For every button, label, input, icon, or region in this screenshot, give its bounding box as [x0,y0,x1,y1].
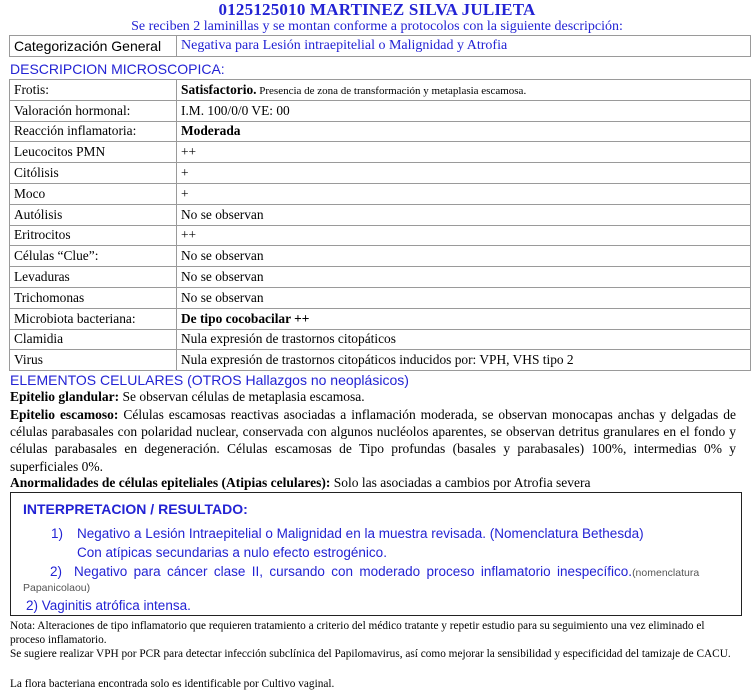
glandular-text: Se observan células de metaplasia escamosa. [119,389,365,404]
abnormal-label: Anormalidades de células epiteliales (Atipias celulares): [10,475,331,490]
table-row [10,308,751,329]
result-item-2-note-2: Papanicolaou) [23,582,91,594]
microscopic-heading: DESCRIPCION MICROSCOPICA: [10,61,225,77]
result-item-1-text: Negativo a Lesión Intraepitelial o Malignidad en la muestra revisada. (Nomenclatura Bethesda) [77,526,644,541]
row-value: No se observan [177,287,751,308]
row-value: I.M. 100/0/0 VE: 00 [177,100,751,121]
abnormal-paragraph [10,474,736,491]
table-row [10,163,751,184]
interpretation-heading: INTERPRETACION / RESULTADO: [23,501,248,517]
row-label: Células “Clue”: [10,246,177,267]
result-item-1-line-2: Con atípicas secundarias a nulo efecto estrogénico. [77,545,387,560]
general-category-table [9,35,751,57]
report-subtitle: Se reciben 2 laminillas y se montan conforme a protocolos con la siguiente descripción: [131,19,623,34]
table-row [10,142,751,163]
row-value: No se observan [177,267,751,288]
row-value: Moderada [177,121,751,142]
squamous-text: Células escamosas reactivas asociadas a inflamación moderada, se observan monocapas anchas y delgadas de células parabasales con polaridad nuclear, conservada con algunos nucléolos aparentes, se observan detritus granulares en el fondo y células parabasales en degeneración. Células escamosas de Tipo profundas (basales y parabasales) 100%, intermedias 0% y superficiales 0%. [10,407,736,474]
table-row [10,350,751,371]
interpretation-box [10,492,742,616]
result-item-2-note: (nomenclatura [632,567,700,579]
row-value [177,80,751,101]
row-label: Reacción inflamatoria: [10,121,177,142]
row-label: Leucocitos PMN [10,142,177,163]
general-category-value: Negativa para Lesión intraepitelial o Malignidad y Atrofia [177,36,751,57]
row-value: + [177,163,751,184]
row-label: Levaduras [10,267,177,288]
result-item-2-number: 2) [50,564,63,579]
row-label: Frotis: [10,80,177,101]
note-vph-pcr: Se sugiere realizar VPH por PCR para detectar infección subclínica del Papilomavirus, así como mejorar la sensibilidad y especificidad del tamizaje de CACU. [10,648,731,660]
row-value: Nula expresión de trastornos citopáticos [177,329,751,350]
general-category-label: Categorización General [10,36,177,57]
table-row [10,267,751,288]
microscopic-table [9,79,751,371]
result-item-3: 2) Vaginitis atrófica intensa. [26,598,191,613]
table-row [10,225,751,246]
row-label: Valoración hormonal: [10,100,177,121]
row-label: Virus [10,350,177,371]
result-item-2 [50,564,699,579]
row-value: + [177,183,751,204]
frotis-extra: Presencia de zona de transformación y metaplasia escamosa. [256,84,527,97]
glandular-label: Epitelio glandular: [10,389,120,404]
frotis-value: Satisfactorio. [181,81,257,97]
abnormal-text: Solo las asociadas a cambios por Atrofia severa [330,475,591,490]
row-value: ++ [177,142,751,163]
row-label: Eritrocitos [10,225,177,246]
row-value: No se observan [177,246,751,267]
row-value: ++ [177,225,751,246]
table-row [10,246,751,267]
table-row [10,183,751,204]
note-bacterial-flora: La flora bacteriana encontrada solo es identificable por Cultivo vaginal. [10,678,335,690]
table-row [10,287,751,308]
squamous-label: Epitelio escamoso: [10,407,119,422]
result-item-1-number: 1) [51,526,64,541]
row-value: Nula expresión de trastornos citopáticos inducidos por: VPH, VHS tipo 2 [177,350,751,371]
note-inflammatory: Nota: Alteraciones de tipo inflamatorio que requieren tratamiento a criterio del médico tratante y repetir estudio para su seguimiento una vez eliminado el proceso inflamatorio. [10,620,705,646]
table-row [10,80,751,101]
glandular-paragraph [10,388,736,405]
table-row [10,329,751,350]
row-label: Microbiota bacteriana: [10,308,177,329]
result-item-1 [51,526,644,541]
cellular-heading: ELEMENTOS CELULARES (OTROS Hallazgos no neoplásicos) [10,372,409,388]
table-row [10,100,751,121]
row-label: Clamidia [10,329,177,350]
patient-title: 0125125010 MARTINEZ SILVA JULIETA [218,0,536,19]
row-value: No se observan [177,204,751,225]
table-row [10,204,751,225]
row-label: Trichomonas [10,287,177,308]
row-label: Moco [10,183,177,204]
general-category-row [10,36,751,57]
row-value: De tipo cocobacilar ++ [177,308,751,329]
table-row [10,121,751,142]
squamous-paragraph [10,406,736,475]
row-label: Citólisis [10,163,177,184]
result-item-2-text: Negativo para cáncer clase II, cursando con moderado proceso inflamatorio inespecífico. [74,564,633,579]
row-label: Autólisis [10,204,177,225]
